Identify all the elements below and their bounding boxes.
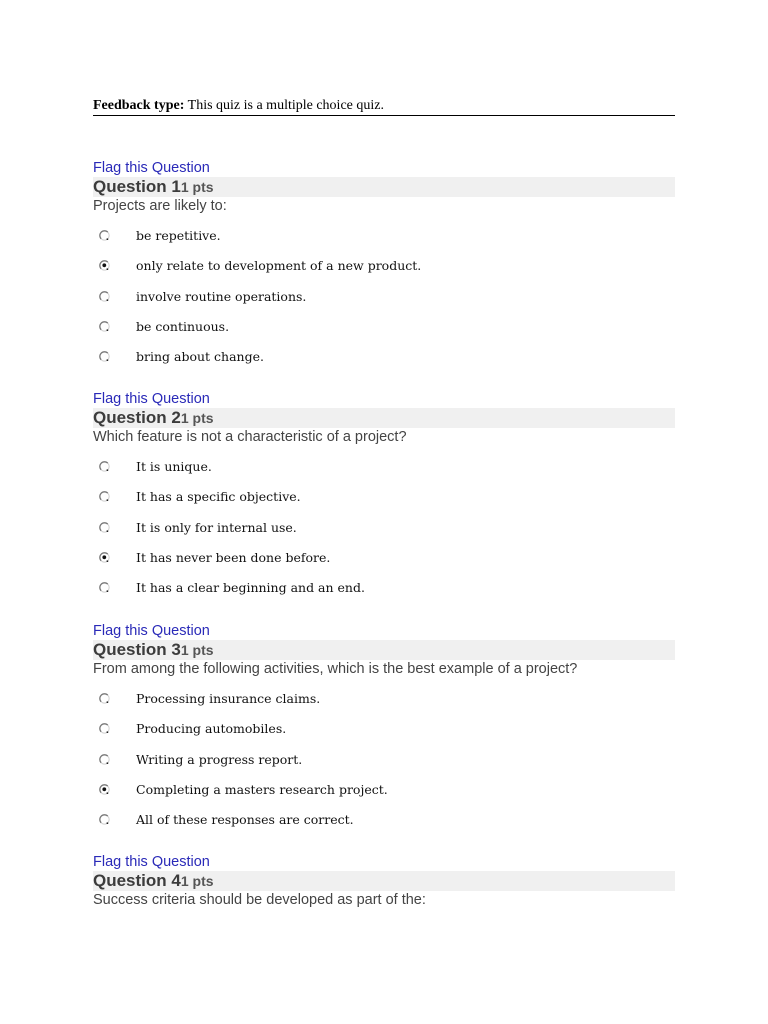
feedback-type <box>93 96 675 116</box>
answer-option[interactable] <box>93 456 675 486</box>
answer-option[interactable] <box>93 225 675 255</box>
answer-option[interactable] <box>93 517 675 547</box>
answer-label[interactable]: be repetitive. <box>136 228 221 243</box>
radio-button[interactable] <box>99 260 110 271</box>
answer-label[interactable]: Producing automobiles. <box>136 721 287 737</box>
radio-button[interactable] <box>99 321 110 332</box>
question-points: 1 pts <box>180 642 214 658</box>
answer-label[interactable]: Processing insurance claims. <box>136 691 321 706</box>
feedback-label: Feedback type: <box>93 98 185 113</box>
answer-options <box>93 456 675 607</box>
radio-button[interactable] <box>99 814 110 825</box>
question-3 <box>93 622 675 839</box>
flag-question-link[interactable]: Flag this Question <box>93 160 210 176</box>
question-title: Question 2 <box>93 408 181 427</box>
question-text: From among the following activities, which is the best example of a project? <box>93 661 578 677</box>
question-header <box>93 177 675 197</box>
answer-label[interactable]: Writing a progress report. <box>136 751 303 767</box>
answer-option[interactable] <box>93 486 675 516</box>
answer-option[interactable] <box>93 316 675 346</box>
question-title: Question 4 <box>93 871 181 890</box>
question-2 <box>93 390 675 607</box>
radio-button[interactable] <box>99 784 110 795</box>
answer-label[interactable]: It has a specific objective. <box>136 489 301 505</box>
answer-label[interactable]: It is unique. <box>136 459 212 474</box>
question-header <box>93 871 675 891</box>
question-text: Projects are likely to: <box>93 198 227 214</box>
answer-label[interactable]: be continuous. <box>136 318 230 334</box>
radio-button[interactable] <box>99 582 110 593</box>
answer-label[interactable]: It has never been done before. <box>136 549 331 565</box>
question-1 <box>93 159 675 376</box>
radio-button[interactable] <box>99 552 110 563</box>
radio-button[interactable] <box>99 723 110 734</box>
question-text: Which feature is not a characteristic of a project? <box>93 429 407 445</box>
radio-button[interactable] <box>99 351 110 362</box>
flag-question-link[interactable]: Flag this Question <box>93 854 210 870</box>
question-points: 1 pts <box>180 179 214 195</box>
answer-label[interactable]: All of these responses are correct. <box>136 812 354 828</box>
answer-label[interactable]: Completing a masters research project. <box>136 781 388 797</box>
answer-option[interactable] <box>93 547 675 577</box>
question-header <box>93 640 675 660</box>
answer-option[interactable] <box>93 255 675 285</box>
question-points: 1 pts <box>180 873 214 889</box>
answer-option[interactable] <box>93 779 675 809</box>
flag-question-link[interactable]: Flag this Question <box>93 623 210 639</box>
radio-button[interactable] <box>99 230 110 241</box>
radio-button[interactable] <box>99 461 110 472</box>
question-points: 1 pts <box>180 410 214 426</box>
answer-option[interactable] <box>93 577 675 607</box>
question-4 <box>93 853 675 909</box>
answer-option[interactable] <box>93 346 675 376</box>
answer-label[interactable]: It is only for internal use. <box>136 519 297 535</box>
radio-button[interactable] <box>99 754 110 765</box>
radio-button[interactable] <box>99 291 110 302</box>
question-title: Question 3 <box>93 640 181 659</box>
question-header <box>93 408 675 428</box>
answer-option[interactable] <box>93 809 675 839</box>
answer-option[interactable] <box>93 286 675 316</box>
answer-options <box>93 688 675 839</box>
feedback-text: This quiz is a multiple choice quiz. <box>187 98 384 113</box>
answer-label[interactable]: It has a clear beginning and an end. <box>136 580 365 596</box>
answer-option[interactable] <box>93 718 675 748</box>
radio-button[interactable] <box>99 693 110 704</box>
question-text: Success criteria should be developed as part of the: <box>93 892 426 908</box>
radio-button[interactable] <box>99 491 110 502</box>
answer-label[interactable]: involve routine operations. <box>136 288 307 304</box>
radio-button[interactable] <box>99 522 110 533</box>
answer-options <box>93 225 675 376</box>
question-title: Question 1 <box>93 177 181 196</box>
answer-option[interactable] <box>93 688 675 718</box>
answer-option[interactable] <box>93 749 675 779</box>
flag-question-link[interactable]: Flag this Question <box>93 391 210 407</box>
answer-label[interactable]: bring about change. <box>136 349 264 365</box>
answer-label[interactable]: only relate to development of a new product. <box>136 258 422 274</box>
